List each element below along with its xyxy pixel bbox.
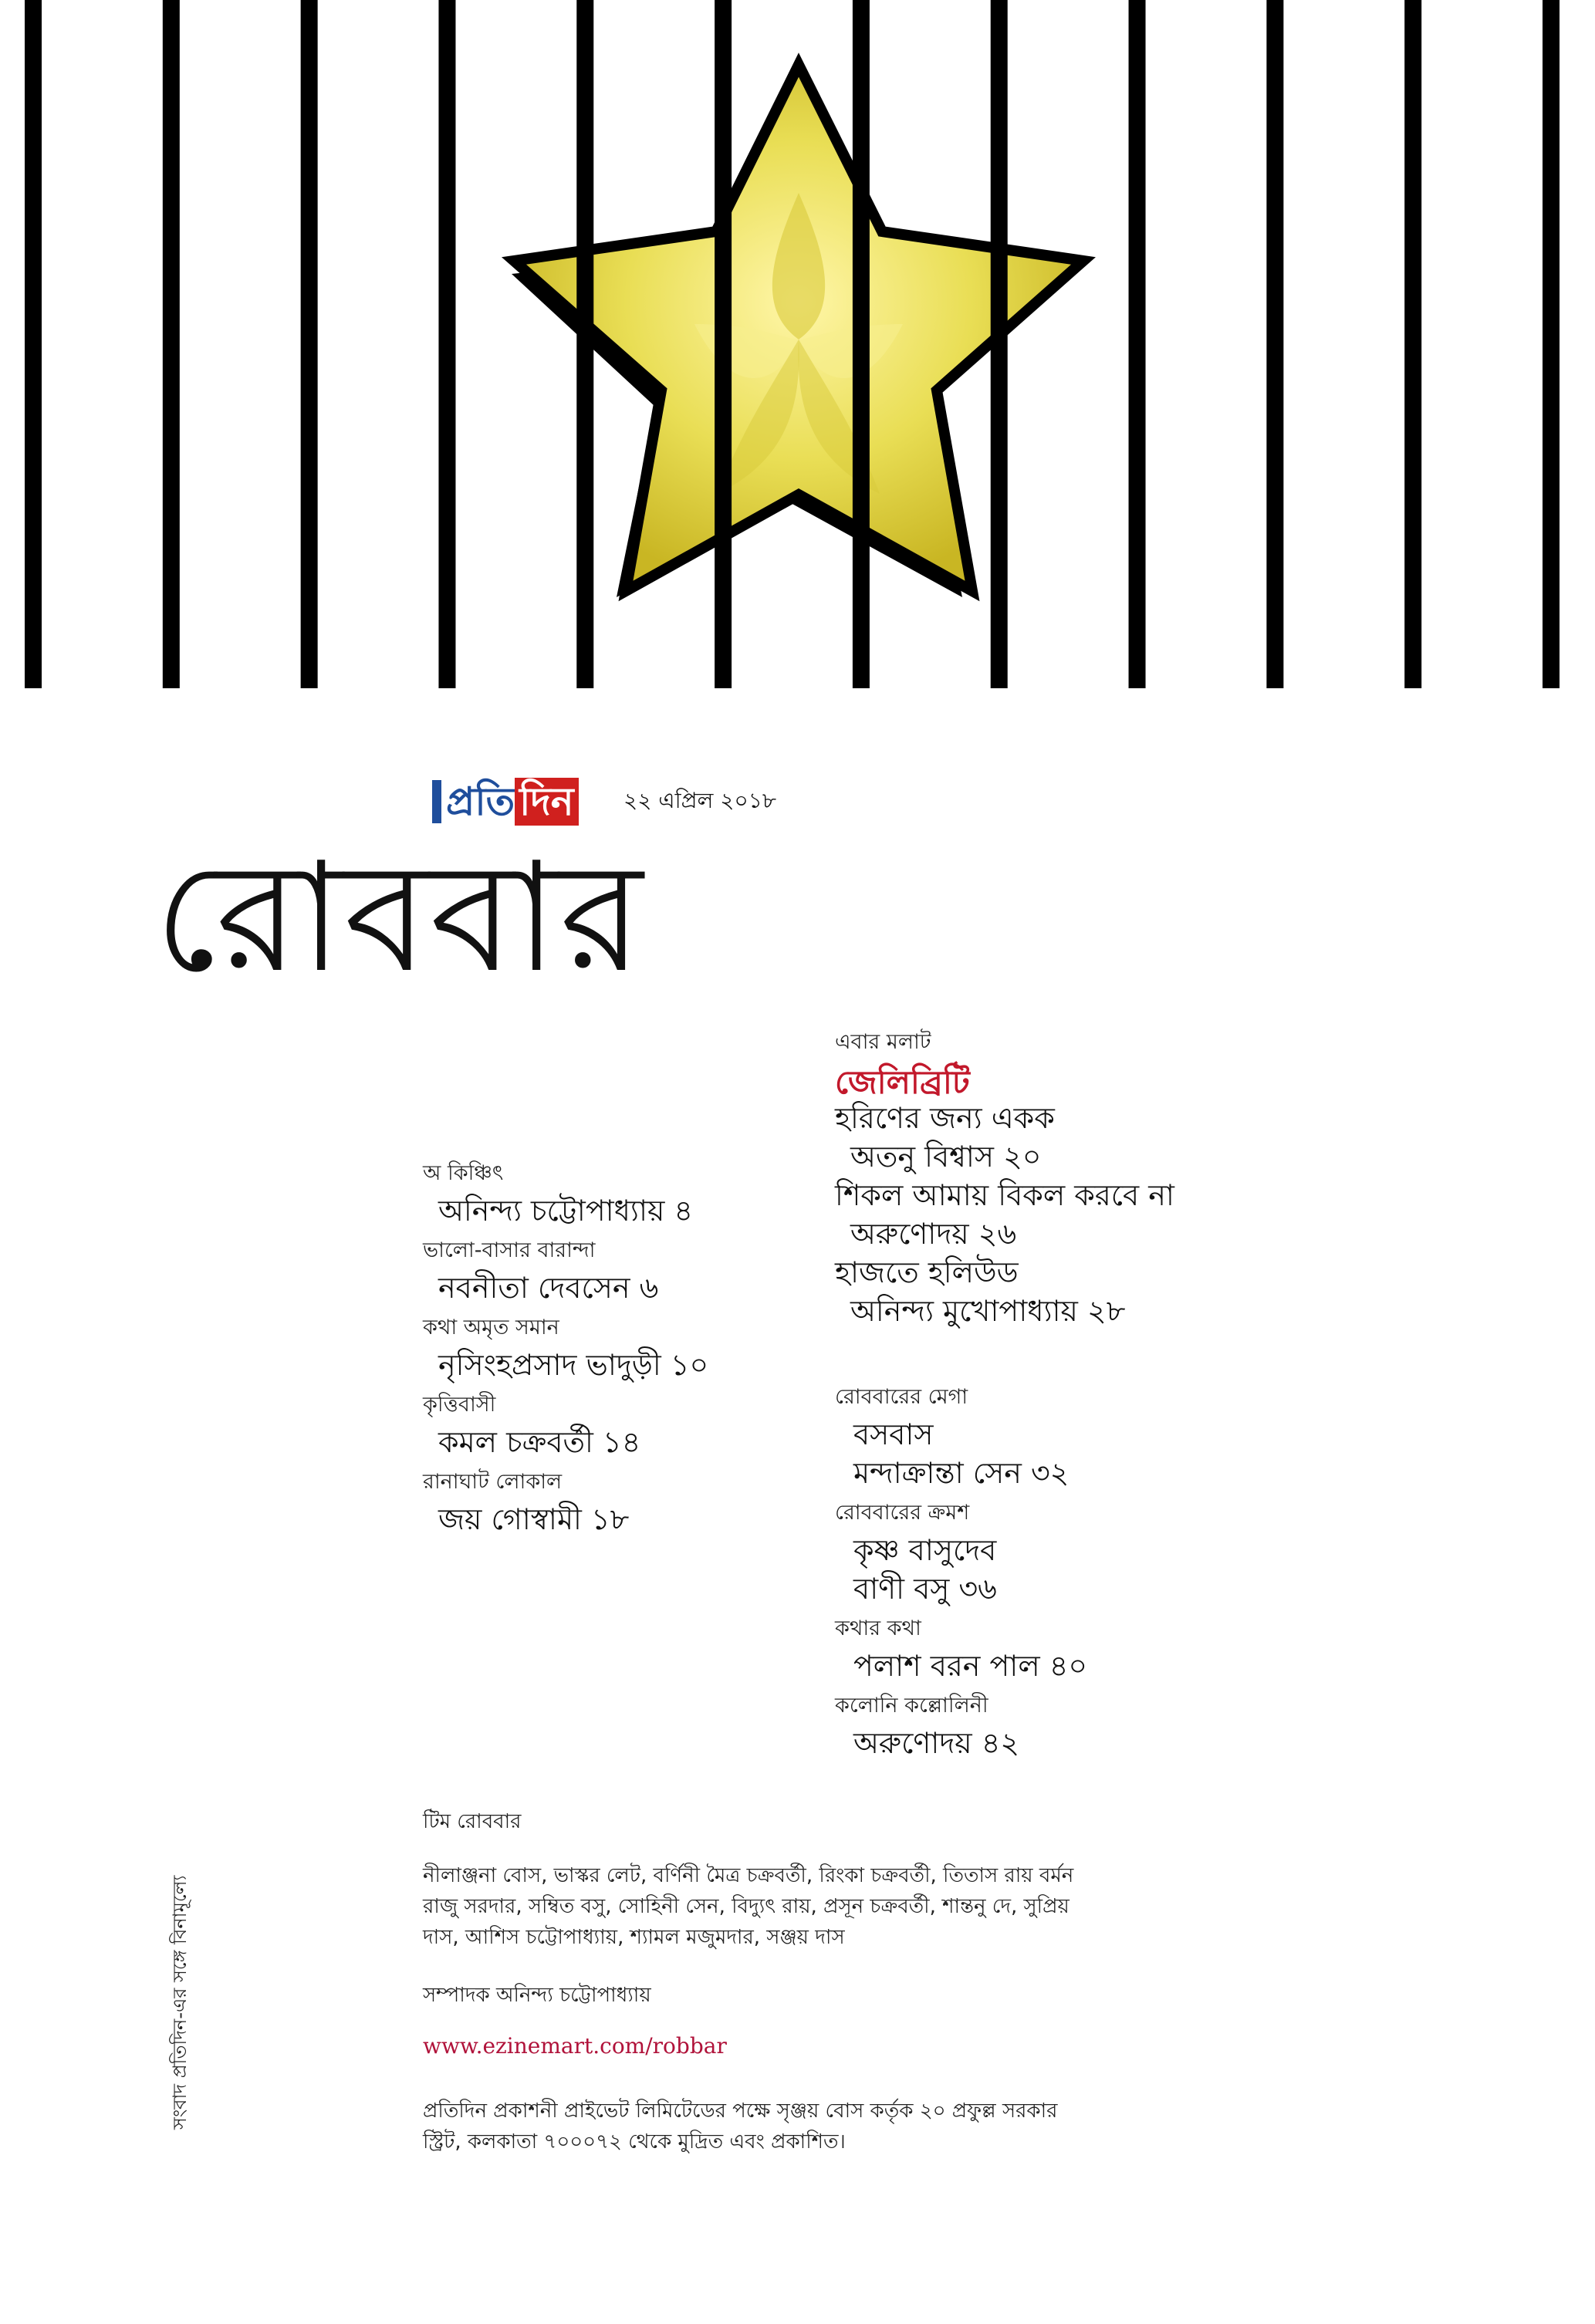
column-section: রানাঘাট লোকাল — [423, 1470, 563, 1494]
website-link[interactable]: www.ezinemart.com/robbar — [423, 2033, 727, 2059]
column-section: কথা অমৃত সমান — [423, 1316, 559, 1339]
cover-label: এবার মলাট — [835, 1030, 931, 1054]
column-byline: জয় গোস্বামী ১৮ — [438, 1502, 630, 1536]
cover-item-title: শিকল আমায় বিকল করবে না — [835, 1178, 1174, 1212]
column-byline: কমল চক্রবর্তী ১৪ — [438, 1425, 641, 1459]
column-byline: নৃসিংহপ্রসাদ ভাদুড়ী ১০ — [438, 1348, 709, 1382]
jail-bar — [301, 0, 318, 688]
logo-text-right: দিন — [515, 778, 578, 826]
jail-bar — [25, 0, 42, 688]
special-section: রোববারের ক্রমশ — [835, 1501, 970, 1525]
jail-bar — [1543, 0, 1560, 688]
column-byline: অনিন্দ্য চট্টোপাধ্যায় ৪ — [438, 1194, 694, 1228]
special-section: রোববারের মেগা — [835, 1385, 968, 1409]
team-line: নীলাঞ্জনা বোস, ভাস্কর লেট, বর্ণিনী মৈত্র চক্রবর্তী, রিংকা চক্রবর্তী, তিতাস রায় বর্মন — [423, 1864, 1074, 1887]
editor-credit: সম্পাদক অনিন্দ্য চট্টোপাধ্যায় — [423, 1984, 651, 2007]
cover-item-byline: অরুণোদয় ২৬ — [850, 1217, 1017, 1251]
vertical-note-text: সংবাদ প্রতিদিন-এর সঙ্গে বিনামূল্যে — [169, 1875, 191, 2130]
special-byline: মন্দাক্রান্তা সেন ৩২ — [853, 1456, 1070, 1490]
imprint-line: স্ট্রিট, কলকাতা ৭০০০৭২ থেকে মুদ্রিত এবং প্রকাশিত। — [423, 2130, 846, 2153]
jail-bar — [1129, 0, 1146, 688]
cover-item-title: হাজতে হলিউড — [835, 1255, 1019, 1289]
free-distribution-note — [166, 1821, 197, 2130]
column-section: অ কিঞ্চিৎ — [423, 1161, 504, 1185]
column-section: কৃত্তিবাসী — [423, 1393, 496, 1417]
special-byline: পলাশ বরন পাল ৪০ — [853, 1649, 1088, 1683]
column-byline: নবনীতা দেবসেন ৬ — [438, 1271, 659, 1305]
magazine-title: রোববার — [154, 830, 644, 1006]
jail-bar — [853, 0, 870, 688]
jail-bar — [1404, 0, 1421, 688]
cover-item-byline: অনিন্দ্য মুখোপাধ্যায় ২৮ — [850, 1294, 1126, 1328]
special-byline: অরুণোদয় ৪২ — [853, 1726, 1020, 1760]
logo-tag — [432, 780, 441, 823]
team-label: টিম রোববার — [423, 1810, 522, 1833]
jail-bar — [1266, 0, 1283, 688]
issue-date: ২২ এপ্রিল ২০১৮ — [623, 788, 777, 813]
special-title: কৃষ্ণ বাসুদেব — [853, 1533, 997, 1567]
special-section: কলোনি কল্লোলিনী — [835, 1694, 988, 1718]
special-title: বসবাস — [853, 1417, 934, 1451]
team-line: দাস, আশিস চট্টোপাধ্যায়, শ্যামল মজুমদার, সঞ্জয় দাস — [423, 1926, 845, 1949]
jail-bar — [576, 0, 593, 688]
jail-bar — [163, 0, 180, 688]
special-byline: বাণী বসু ৩৬ — [853, 1572, 997, 1606]
cover-illustration — [0, 0, 1595, 694]
cover-feature-title: জেলিব্রিটি — [835, 1063, 970, 1101]
special-section: কথার কথা — [835, 1616, 921, 1640]
jail-bar — [715, 0, 732, 688]
jail-bar — [438, 0, 455, 688]
imprint-line: প্রতিদিন প্রকাশনী প্রাইভেট লিমিটেডের পক্ষে সৃঞ্জয় বোস কর্তৃক ২০ প্রফুল্ল সরকার — [423, 2099, 1058, 2123]
logo-text-left: প্রতি — [446, 779, 515, 824]
jail-bar — [991, 0, 1008, 688]
cover-item-title: হরিণের জন্য একক — [835, 1101, 1055, 1135]
team-line: রাজু সরদার, সম্বিত বসু, সোহিনী সেন, বিদ্যুৎ রায়, প্রসূন চক্রবর্তী, শান্তনু দে, সুপ্রিয় — [423, 1895, 1070, 1918]
cover-item-byline: অতনু বিশ্বাস ২০ — [850, 1140, 1042, 1174]
column-section: ভালো-বাসার বারান্দা — [423, 1238, 596, 1262]
